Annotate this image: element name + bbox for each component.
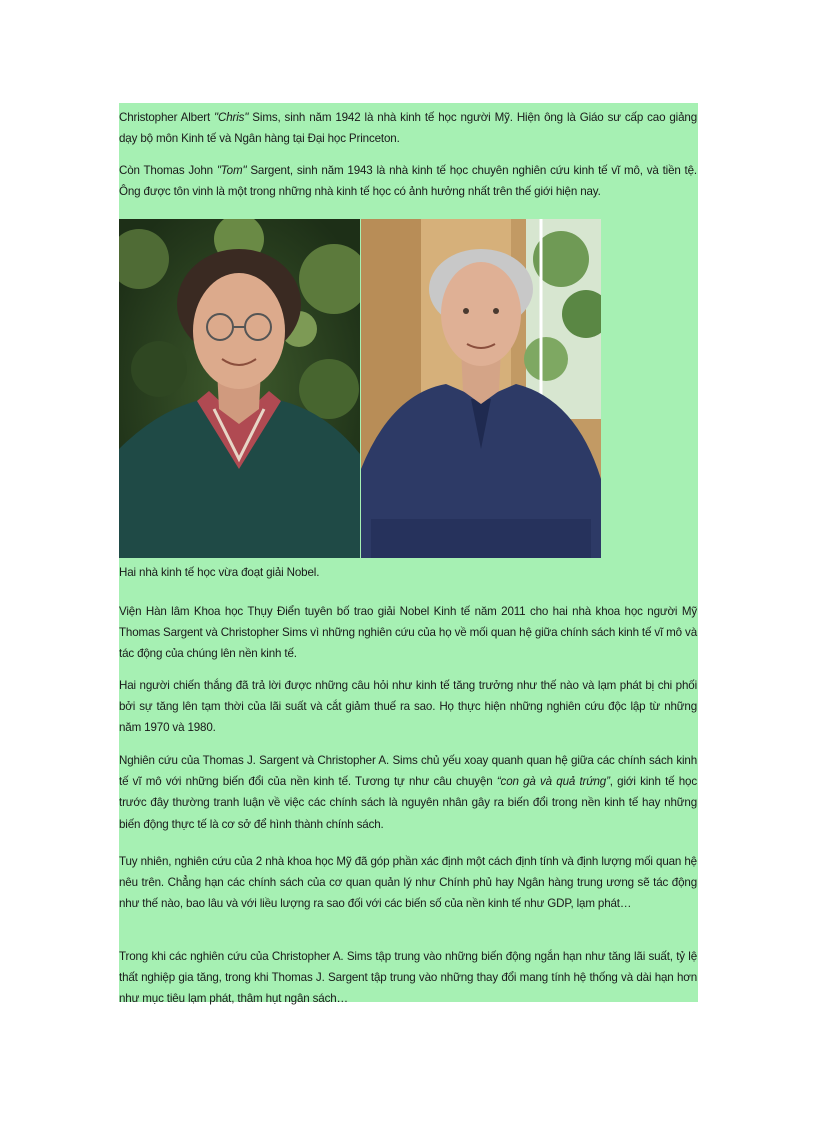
text-run: Còn Thomas John [119, 164, 217, 177]
text-run: , giới kinh tế học trước đây thường tranh luận về việc các chính sách là nguyên nhân gây ra biến đổi trong nền kinh tế hay những biến động thực tế là cơ sở để hình thành chính sách. [119, 775, 697, 831]
paragraph-sargent-bio [119, 160, 697, 202]
paragraph-winners-answers: Hai người chiến thắng đã trả lời được những câu hỏi như kinh tế tăng trưởng như thế nào và lạm phát bị chi phối bởi sự tăng lên tạm thời của lãi suất và cắt giảm thuế ra sao. Họ thực hiện những nghiên cứu độc lập từ những năm 1970 và 1980. [119, 679, 697, 735]
paragraph-nobel-announcement: Viện Hàn lâm Khoa học Thụy Điển tuyên bố trao giải Nobel Kinh tế năm 2011 cho hai nhà khoa học người Mỹ Thomas Sargent và Christopher Sims vì những nghiên cứu của họ về mối quan hệ giữa chính sách kinh tế vĩ mô và tác động của chúng lên nền kinh tế. [119, 605, 697, 661]
text-run: Christopher Albert [119, 111, 215, 124]
paragraph-research-contribution: Tuy nhiên, nghiên cứu của 2 nhà khoa học Mỹ đã góp phần xác định một cách định tính và định lượng mối quan hệ nêu trên. Chẳng hạn các chính sách của cơ quan quản lý như Chính phủ hay Ngân hàng trung ương sẽ tác động như thế nào, bao lâu và với liều lượng ra sao đối với các biến số của nền kinh tế như GDP, lạm phát… [119, 855, 697, 911]
quote-chicken-egg: “con gà và quả trứng” [496, 775, 610, 789]
photo-left-man [119, 219, 360, 558]
nickname-tom: "Tom" [216, 164, 247, 177]
photo-caption: Hai nhà kinh tế học vừa đoạt giải Nobel. [119, 566, 320, 579]
text-run: Nghiên cứu của Thomas J. Sargent và Christopher A. Sims chủ yếu xoay quanh quan hệ giữa các chính sách kinh tế vĩ mô với những biến đổi của nền kinh tế. Tương tự như câu chuyện [119, 754, 697, 789]
paragraph-research-focus [119, 750, 697, 835]
paragraph-research-comparison: Trong khi các nghiên cứu của Christopher A. Sims tập trung vào những biến động ngắn hạn như tăng lãi suất, tỷ lệ thất nghiệp gia tăng, trong khi Thomas J. Sargent tập trung vào những thay đổi mang tính hệ thống và dài hạn hơn như mục tiêu lạm phát, thâm hụt ngân sách… [119, 950, 697, 1006]
paragraph-sims-bio [119, 107, 697, 149]
text-run: Sims, sinh năm 1942 là nhà kinh tế học người Mỹ. Hiện ông là Giáo sư cấp cao giảng dạy bộ môn Kinh tế và Ngân hàng tại Đại học Princeton. [119, 111, 697, 146]
text-run: Sargent, sinh năm 1943 là nhà kinh tế học chuyên nghiên cứu kinh tế vĩ mô, và tiền tệ. Ông được tôn vinh là một trong những nhà kinh tế học có ảnh hưởng nhất trên thế giới hiện nay. [119, 164, 697, 199]
photo-right-man [361, 219, 601, 558]
laureates-photo [119, 219, 601, 558]
nickname-chris: "Chris" [214, 111, 249, 124]
